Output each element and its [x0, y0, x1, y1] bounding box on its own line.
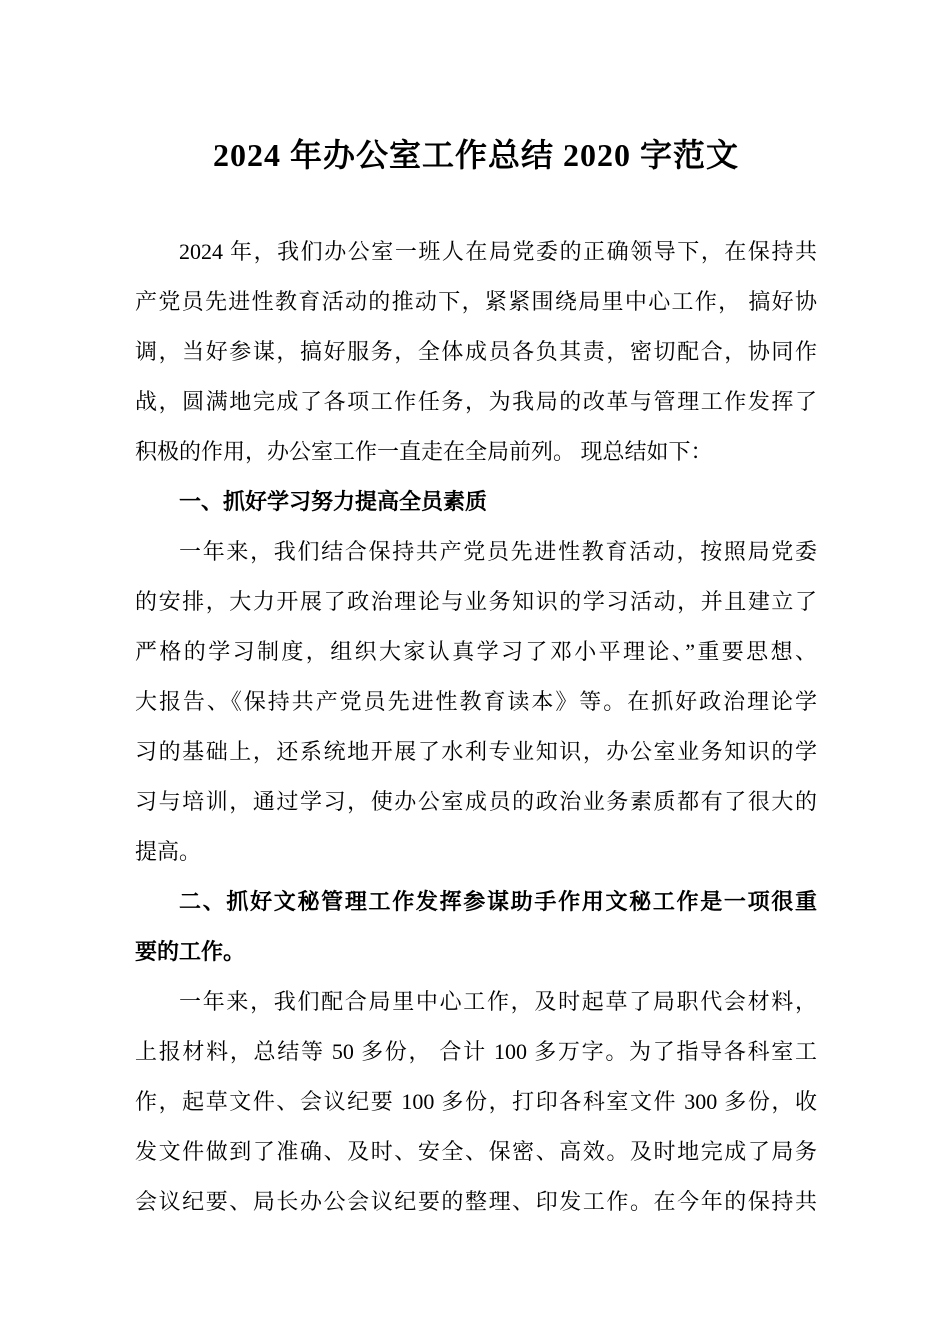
text-line: 严格的学习制度，组织大家认真学习了邓小平理论、”重要思想、 — [135, 639, 817, 664]
text-line: 2024 年，我们办公室一班人在局党委的正确领导下，在保持共 — [179, 239, 817, 264]
text-line: 大报告、《保持共产党员先进性教育读本》等。在抓好政治理论学 — [135, 689, 817, 714]
text-line: 的安排，大力开展了政治理论与业务知识的学习活动，并且建立了 — [135, 589, 817, 614]
paragraph-intro — [135, 227, 817, 477]
document-title: 2024 年办公室工作总结 2020 字范文 — [212, 137, 739, 173]
text-line: 调，当好参谋，搞好服务，全体成员各负其责，密切配合，协同作 — [135, 339, 817, 364]
heading-line: 二、抓好文秘管理工作发挥参谋助手作用文秘工作是一项很重 — [179, 889, 817, 914]
heading-line: 一、抓好学习努力提高全员素质 — [179, 489, 488, 514]
text-line: 战，圆满地完成了各项工作任务，为我局的改革与管理工作发挥了 — [135, 389, 817, 414]
text-line: 习的基础上，还系统地开展了水利专业知识，办公室业务知识的学 — [135, 739, 817, 764]
paragraph-section-2-body — [135, 977, 817, 1227]
text-line: 会议纪要、局长办公会议纪要的整理、印发工作。在今年的保持共 — [135, 1189, 817, 1214]
text-line: 一年来，我们结合保持共产党员先进性教育活动，按照局党委 — [179, 539, 817, 564]
text-line: 发文件做到了准确、及时、安全、保密、高效。及时地完成了局务 — [135, 1139, 817, 1164]
heading-line: 要的工作。 — [135, 939, 246, 964]
heading-section-2 — [135, 877, 817, 977]
text-line: 习与培训，通过学习，使办公室成员的政治业务素质都有了很大的 — [135, 789, 817, 814]
paragraph-section-1-body — [135, 527, 817, 877]
text-line: 产党员先进性教育活动的推动下，紧紧围绕局里中心工作， 搞好协 — [135, 289, 817, 314]
text-line: 提高。 — [135, 839, 202, 864]
text-line: 积极的作用，办公室工作一直走在全局前列。 现总结如下： — [135, 439, 713, 464]
text-line: 作，起草文件、会议纪要 100 多份，打印各科室文件 300 多份，收 — [135, 1089, 817, 1114]
heading-section-1 — [135, 477, 817, 527]
text-line: 一年来，我们配合局里中心工作，及时起草了局职代会材料， — [179, 989, 817, 1014]
title-body-gap — [135, 180, 817, 227]
text-line: 上报材料，总结等 50 多份， 合计 100 多万字。为了指导各科室工 — [135, 1039, 817, 1064]
